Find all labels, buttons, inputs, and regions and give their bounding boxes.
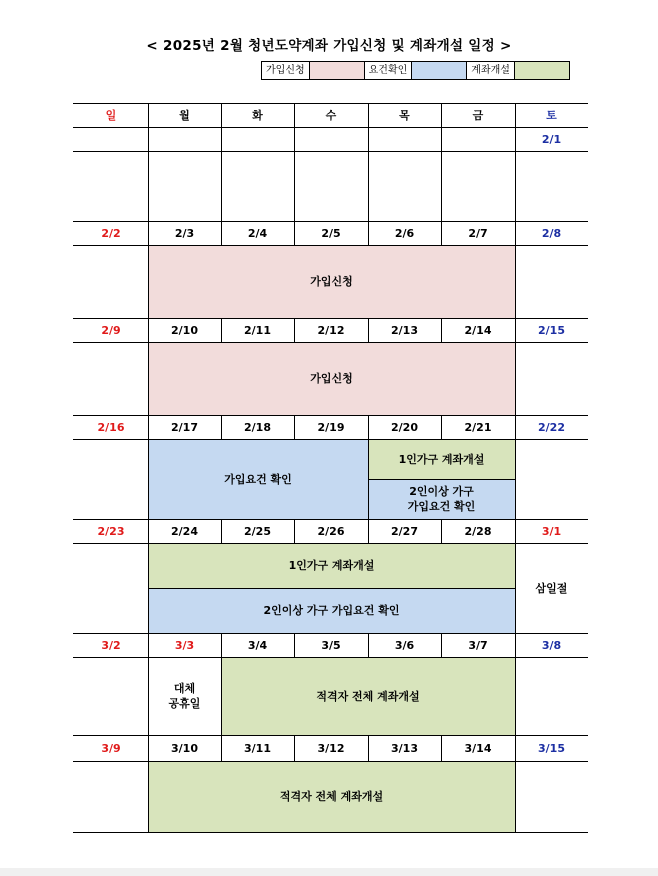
grid-line xyxy=(368,439,369,519)
grid-line xyxy=(148,735,149,761)
date-cell: 2/20 xyxy=(391,420,418,434)
date-cell: 2/1 xyxy=(541,132,562,146)
date-cell: 2/3 xyxy=(174,226,195,240)
date-cell xyxy=(441,127,515,151)
date-cell: 2/23 xyxy=(97,524,125,538)
grid-line xyxy=(515,342,516,415)
grid-line xyxy=(148,439,149,519)
date-cell: 2/10 xyxy=(171,323,198,337)
grid-line xyxy=(515,543,516,633)
grid-line xyxy=(515,439,516,519)
weekday-mon: 월 xyxy=(179,108,190,122)
grid-line xyxy=(148,588,515,589)
date-cell: 2/14 xyxy=(464,323,492,337)
event-all-open-week7: 적격자 전체 계좌개설 xyxy=(148,761,515,832)
grid-line xyxy=(221,633,222,657)
grid-line xyxy=(148,543,149,633)
grid-line xyxy=(294,735,295,761)
grid-line xyxy=(294,318,295,342)
grid-line xyxy=(515,318,516,342)
date-cell: 3/5 xyxy=(321,638,341,652)
grid-line xyxy=(73,519,588,520)
grid-line xyxy=(73,761,588,762)
grid-line xyxy=(148,221,149,245)
grid-line xyxy=(515,127,516,151)
weekday-thu: 목 xyxy=(399,108,410,122)
date-cell: 2/9 xyxy=(101,323,121,337)
date-cell: 2/5 xyxy=(321,226,341,240)
grid-line xyxy=(73,633,588,634)
date-cell xyxy=(368,127,441,151)
date-cell: 2/12 xyxy=(317,323,345,337)
date-cell: 2/7 xyxy=(468,226,488,240)
date-cell: 2/24 xyxy=(171,524,198,538)
grid-line xyxy=(148,415,149,439)
grid-line xyxy=(368,633,369,657)
grid-line xyxy=(148,633,149,657)
grid-line xyxy=(294,221,295,245)
grid-line xyxy=(148,519,149,543)
event-all-open-week6: 적격자 전체 계좌개설 xyxy=(221,657,515,735)
grid-line xyxy=(515,519,516,543)
grid-line xyxy=(368,318,369,342)
date-cell: 3/9 xyxy=(101,741,121,755)
grid-line xyxy=(441,103,442,127)
grid-line xyxy=(73,439,588,440)
date-cell xyxy=(148,127,221,151)
grid-line xyxy=(73,151,588,152)
grid-line xyxy=(441,318,442,342)
date-cell: 2/28 xyxy=(464,524,492,538)
grid-line xyxy=(515,735,516,761)
grid-line xyxy=(515,103,516,127)
weekday-sat: 토 xyxy=(546,108,557,122)
event-apply-week3: 가입신청 xyxy=(148,342,515,415)
grid-line xyxy=(515,151,516,221)
date-cell: 2/15 xyxy=(538,323,565,337)
date-cell xyxy=(221,127,294,151)
grid-line xyxy=(221,735,222,761)
grid-line xyxy=(221,103,222,127)
page-bottom-bar xyxy=(0,868,658,876)
legend-label-apply: 가입신청 xyxy=(262,62,310,79)
event-single-open-week4: 1인가구 계좌개설 xyxy=(368,439,515,479)
grid-line xyxy=(441,415,442,439)
grid-line xyxy=(148,318,149,342)
grid-line xyxy=(515,761,516,832)
date-cell: 3/2 xyxy=(101,638,121,652)
event-multi-check-week5: 2인이상 가구 가입요건 확인 xyxy=(148,588,515,633)
event-check-week4: 가입요건 확인 xyxy=(148,439,368,519)
grid-line xyxy=(368,519,369,543)
date-cell: 2/13 xyxy=(391,323,418,337)
event-apply-week2: 가입신청 xyxy=(148,245,515,318)
grid-line xyxy=(148,245,149,318)
event-holiday-week5: 삼일절 xyxy=(535,581,568,595)
grid-line xyxy=(368,415,369,439)
grid-line xyxy=(148,342,149,415)
date-cell: 3/13 xyxy=(391,741,418,755)
date-cell: 2/6 xyxy=(394,226,415,240)
grid-line xyxy=(368,479,515,480)
grid-line xyxy=(73,318,588,319)
date-cell: 3/12 xyxy=(317,741,345,755)
grid-line xyxy=(294,633,295,657)
date-cell: 2/27 xyxy=(391,524,418,538)
grid-line xyxy=(148,657,149,735)
grid-line xyxy=(221,151,222,221)
grid-line xyxy=(515,415,516,439)
grid-line xyxy=(441,151,442,221)
grid-line xyxy=(73,657,588,658)
grid-line xyxy=(368,103,369,127)
event-multi-check-line2: 가입요건 확인 xyxy=(407,500,476,513)
grid-line xyxy=(221,415,222,439)
date-cell: 3/1 xyxy=(541,524,562,538)
legend-label-check: 요건확인 xyxy=(365,62,413,79)
grid-line xyxy=(73,735,588,736)
grid-line xyxy=(221,127,222,151)
event-multi-check-week4 xyxy=(368,479,515,519)
event-multi-check-line1: 2인이상 가구 xyxy=(409,485,474,498)
page-title: < 2025년 2월 청년도약계좌 가입신청 및 계좌개설 일정 > xyxy=(146,38,512,54)
grid-line xyxy=(441,221,442,245)
grid-line xyxy=(368,127,369,151)
date-cell: 2/22 xyxy=(538,420,565,434)
grid-line xyxy=(515,221,516,245)
grid-line xyxy=(515,657,516,735)
grid-line xyxy=(221,657,222,735)
event-substitute-holiday xyxy=(148,657,221,735)
date-cell: 3/14 xyxy=(464,741,492,755)
grid-line xyxy=(221,318,222,342)
date-cell: 3/10 xyxy=(171,741,198,755)
date-cell: 3/8 xyxy=(541,638,562,652)
date-cell: 2/19 xyxy=(317,420,345,434)
grid-line xyxy=(294,103,295,127)
grid-line xyxy=(148,151,149,221)
grid-line xyxy=(73,245,588,246)
grid-line xyxy=(73,221,588,222)
grid-line xyxy=(441,735,442,761)
grid-line xyxy=(515,245,516,318)
date-cell: 2/4 xyxy=(247,226,268,240)
date-cell: 3/11 xyxy=(244,741,271,755)
date-cell: 2/26 xyxy=(317,524,345,538)
substitute-holiday-line2: 공휴일 xyxy=(168,697,201,710)
grid-line xyxy=(73,127,588,128)
date-cell xyxy=(294,127,368,151)
date-cell: 2/16 xyxy=(97,420,125,434)
grid-line xyxy=(73,415,588,416)
grid-line xyxy=(73,832,588,833)
grid-line xyxy=(73,103,588,104)
grid-line xyxy=(148,761,149,832)
event-single-open-week5: 1인가구 계좌개설 xyxy=(148,543,515,588)
grid-line xyxy=(441,519,442,543)
grid-line xyxy=(148,127,149,151)
weekday-fri: 금 xyxy=(472,108,484,122)
date-cell: 3/6 xyxy=(394,638,415,652)
grid-line xyxy=(294,127,295,151)
weekday-tue: 화 xyxy=(252,108,263,122)
date-cell: 2/25 xyxy=(244,524,271,538)
grid-line xyxy=(73,342,588,343)
grid-line xyxy=(368,151,369,221)
grid-line xyxy=(294,519,295,543)
date-cell: 3/7 xyxy=(468,638,488,652)
grid-line xyxy=(441,127,442,151)
legend-label-open: 계좌개설 xyxy=(467,62,515,79)
grid-line xyxy=(221,221,222,245)
grid-line xyxy=(73,543,588,544)
grid-line xyxy=(294,151,295,221)
date-cell: 3/4 xyxy=(247,638,268,652)
date-cell: 2/8 xyxy=(541,226,562,240)
date-cell xyxy=(74,127,148,151)
grid-line xyxy=(368,735,369,761)
grid-line xyxy=(294,415,295,439)
substitute-holiday-line1: 대체 xyxy=(173,682,196,695)
weekday-wed: 수 xyxy=(325,108,337,122)
grid-line xyxy=(515,633,516,657)
grid-line xyxy=(221,519,222,543)
date-cell: 2/18 xyxy=(244,420,271,434)
weekday-sun: 일 xyxy=(105,108,117,122)
date-cell: 2/17 xyxy=(171,420,198,434)
date-cell: 2/11 xyxy=(244,323,271,337)
date-cell: 3/15 xyxy=(538,741,565,755)
grid-line xyxy=(368,221,369,245)
date-cell: 3/3 xyxy=(174,638,195,652)
grid-line xyxy=(148,103,149,127)
grid-line xyxy=(441,633,442,657)
date-cell: 2/21 xyxy=(464,420,492,434)
date-cell: 2/2 xyxy=(101,226,121,240)
